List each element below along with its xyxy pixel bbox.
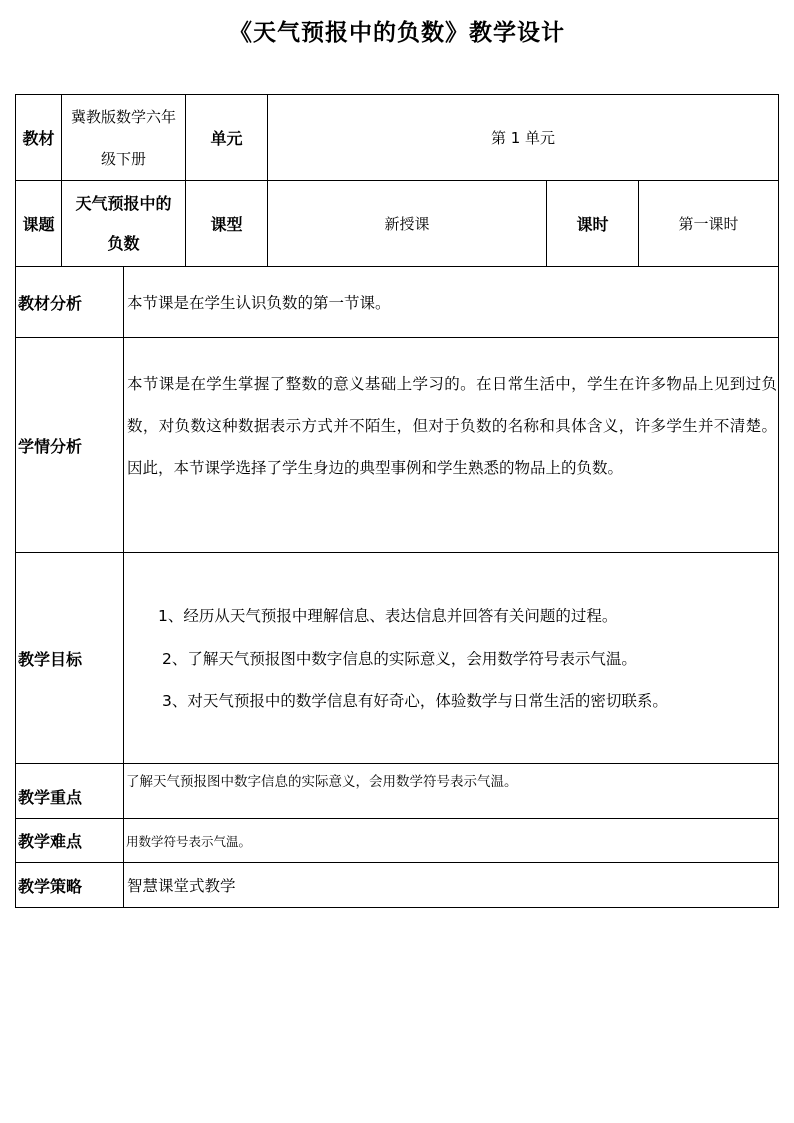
key-point-label: 教学重点: [18, 787, 83, 807]
student-analysis-text: 本节课是在学生掌握了整数的意义基础上学习的。在日常生活中，学生在许多物品上见到过负数，对负数这种数据表示方式并不陌生，但对于负数的名称和具体含义，许多学生并不清楚。因此，本节课学选择了学生身边的典型事例和学生熟悉的物品上的负数。: [127, 375, 777, 477]
type-value: 新授课: [384, 214, 430, 233]
difficulty-label: 教学难点: [18, 832, 83, 851]
analysis-label: 教材分析: [18, 293, 83, 313]
topic-label: 课题: [22, 215, 55, 234]
analysis-text: 本节课是在学生认识负数的第一节课。: [127, 294, 391, 312]
student-analysis-label: 学情分析: [18, 436, 83, 456]
strategy-label: 教学策略: [18, 876, 83, 896]
period-value: 第一课时: [678, 214, 739, 233]
document-title: 《天气预报中的负数》教学设计: [229, 20, 565, 46]
key-point-text: 了解天气预报图中数字信息的实际意义，会用数学符号表示气温。: [126, 774, 518, 790]
topic-value: 天气预报中的负数: [75, 193, 172, 253]
textbook-value: 冀教版数学六年级下册: [70, 107, 176, 168]
period-label: 课时: [576, 215, 609, 234]
goal-item-2: 2、了解天气预报图中数字信息的实际意义，会用数学符号表示气温。: [162, 650, 637, 668]
type-label: 课型: [210, 215, 243, 234]
difficulty-text: 用数学符号表示气温。: [126, 833, 252, 849]
goals-label: 教学目标: [18, 649, 83, 669]
unit-label: 单元: [210, 129, 243, 148]
strategy-text: 智慧课堂式教学: [127, 877, 236, 895]
goal-item-1: 1、经历从天气预报中理解信息、表达信息并回答有关问题的过程。: [158, 607, 618, 625]
goal-item-3: 3、对天气预报中的数学信息有好奇心，体验数学与日常生活的密切联系。: [162, 692, 668, 710]
textbook-label: 教材: [22, 129, 55, 148]
unit-value: 第 1 单元: [490, 128, 556, 147]
